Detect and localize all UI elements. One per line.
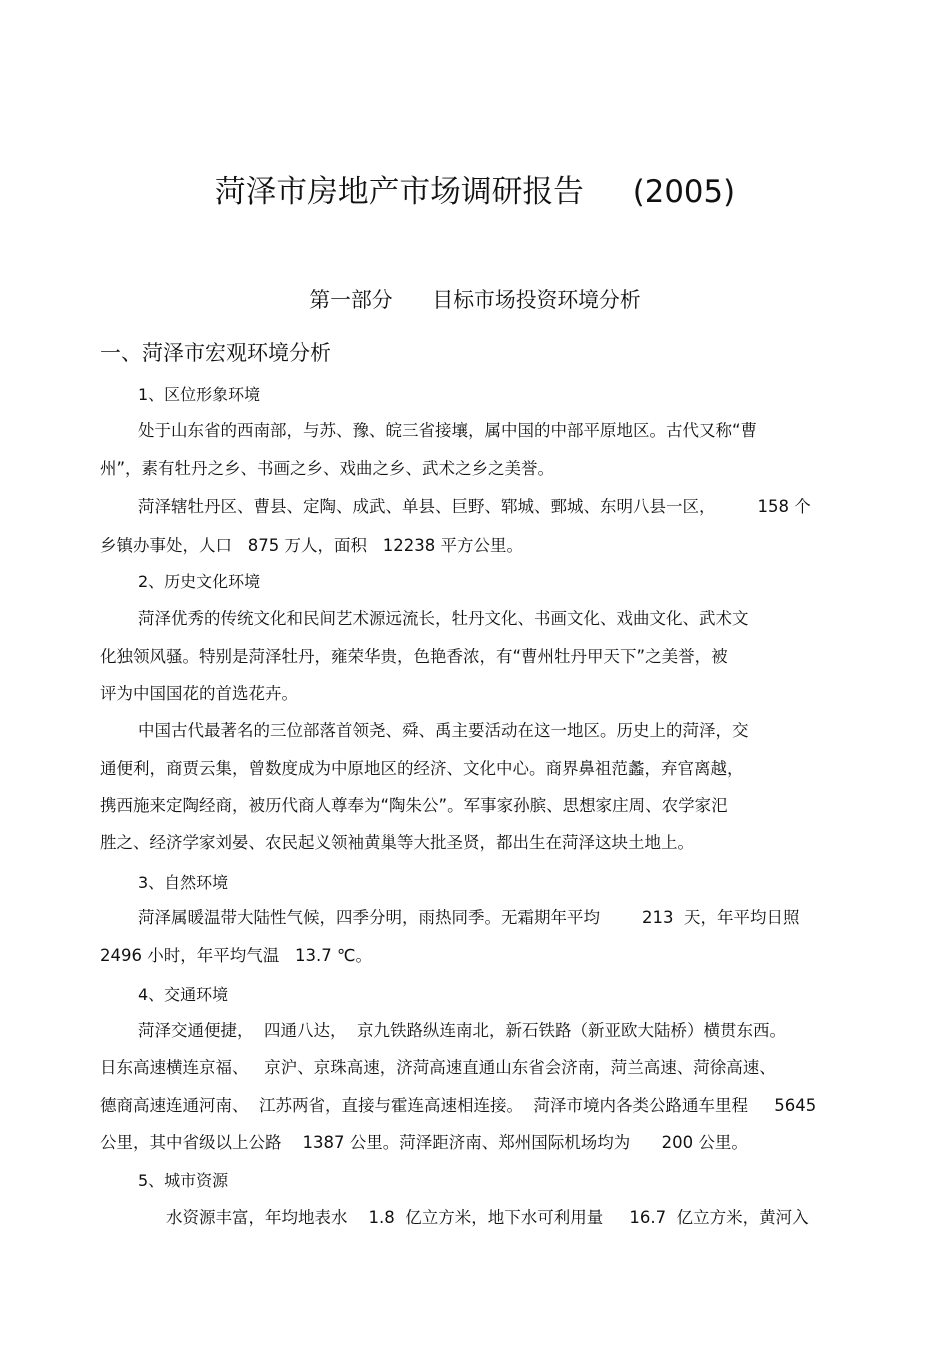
paragraph-line: 乡镇办事处，人口 875 万人，面积 12238 平方公里。 [100,536,523,555]
document-title: 菏泽市房地产市场调研报告 (2005) [214,174,736,210]
subsection-heading: 4、交通环境 [138,985,229,1004]
subsection-heading: 1、区位形象环境 [138,385,261,404]
paragraph-line: 评为中国国花的首选花卉。 [100,684,298,703]
part-heading: 第一部分 目标市场投资环境分析 [309,288,641,312]
subsection-heading: 3、自然环境 [138,873,229,892]
paragraph-line: 日东高速横连京福、 京沪、京珠高速，济菏高速直通山东省会济南，菏兰高速、菏徐高速、 [100,1058,776,1077]
paragraph-line: 水资源丰富，年均地表水 1.8 亿立方米，地下水可利用量 16.7 亿立方米，黄河入 [166,1208,809,1227]
paragraph-line: 化独领风骚。特别是菏泽牡丹，雍荣华贵，色艳香浓，有“曹州牡丹甲天下”之美誉，被 [100,647,728,666]
paragraph-line: 处于山东省的西南部，与苏、豫、皖三省接壤，属中国的中部平原地区。古代又称“曹 [138,421,758,440]
paragraph-line: 携西施来定陶经商，被历代商人尊奉为“陶朱公”。军事家孙膑、思想家庄周、农学家汜 [100,796,728,815]
paragraph-line: 菏泽辖牡丹区、曹县、定陶、成武、单县、巨野、郓城、鄄城、东明八县一区， 158 个 [138,497,811,516]
paragraph-line: 菏泽属暖温带大陆性气候，四季分明，雨热同季。无霜期年平均 213 天，年平均日照 [138,908,800,927]
paragraph-line: 菏泽交通便捷， 四通八达， 京九铁路纵连南北，新石铁路（新亚欧大陆桥）横贯东西。 [138,1021,786,1040]
subsection-heading: 5、城市资源 [138,1171,229,1190]
paragraph-line: 2496 小时，年平均气温 13.7 ℃。 [100,946,372,965]
paragraph-line: 州”，素有牡丹之乡、书画之乡、戏曲之乡、武术之乡之美誉。 [100,459,555,478]
paragraph-line: 中国古代最著名的三位部落首领尧、舜、禹主要活动在这一地区。历史上的菏泽，交 [138,721,749,740]
paragraph-line: 通便利，商贾云集，曾数度成为中原地区的经济、文化中心。商界鼻祖范蠡，弃官离越， [100,759,744,778]
paragraph-line: 公里，其中省级以上公路 1387 公里。菏泽距济南、郑州国际机场均为 200 公里。 [100,1133,748,1152]
subsection-heading: 2、历史文化环境 [138,572,261,591]
paragraph-line: 胜之、经济学家刘晏、农民起义领袖黄巢等大批圣贤，都出生在菏泽这块土地上。 [100,833,694,852]
paragraph-line: 德商高速连通河南、 江苏两省，直接与霍连高速相连接。 菏泽市境内各类公路通车里程 5645 [100,1096,817,1115]
section-heading: 一、菏泽市宏观环境分析 [100,341,331,365]
paragraph-line: 菏泽优秀的传统文化和民间艺术源远流长，牡丹文化、书画文化、戏曲文化、武术文 [138,609,749,628]
